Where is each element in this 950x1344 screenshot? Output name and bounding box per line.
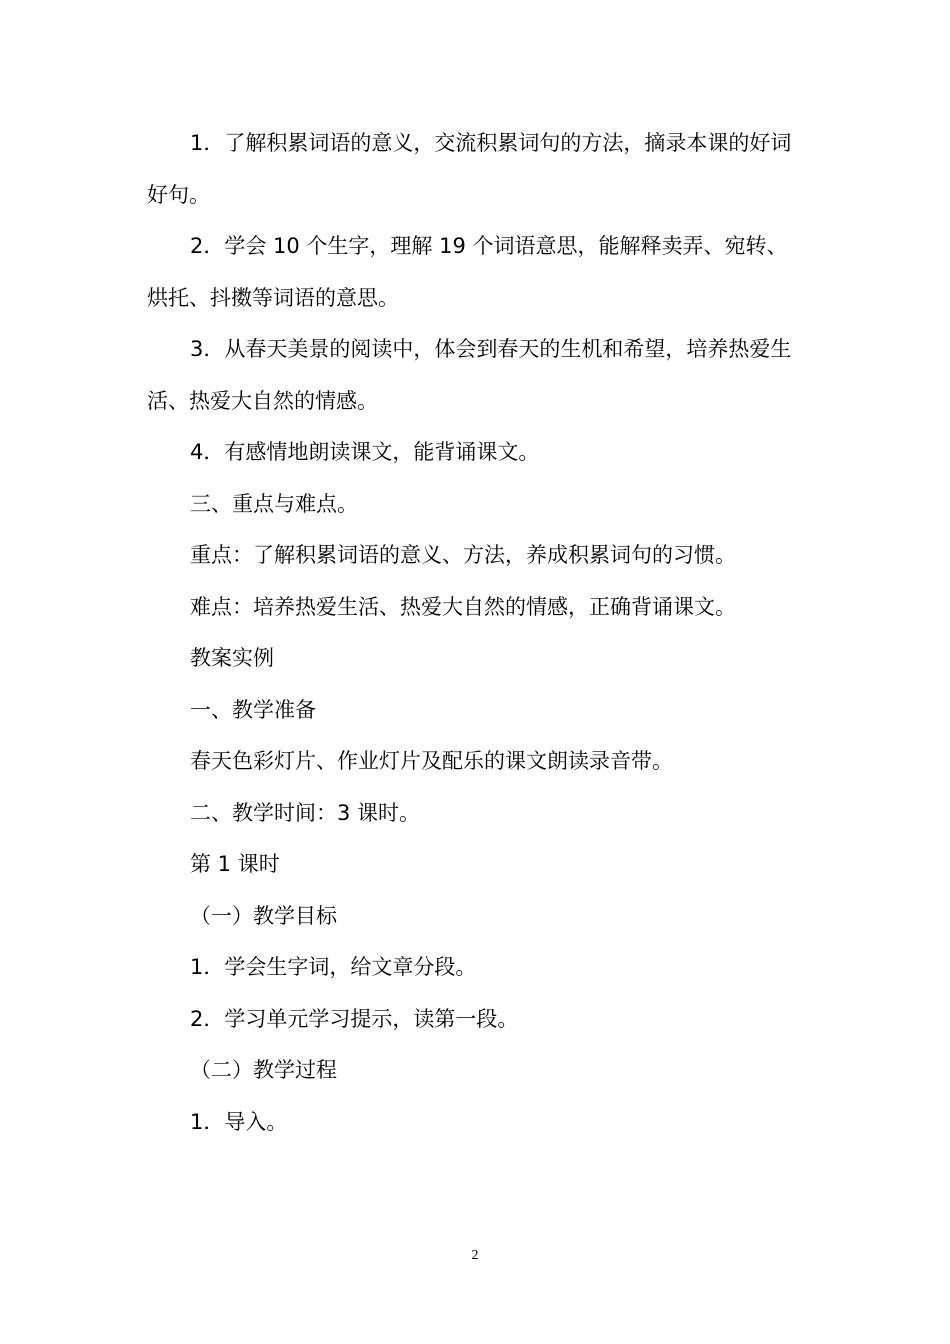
teaching-goal-1: 1．学会生字词，给文章分段。: [190, 955, 477, 979]
document-body: [147, 118, 807, 1148]
objective-1: 1．了解积累词语的意义，交流积累词句的方法，摘录本课的好词好句。: [147, 131, 792, 207]
teaching-preparation-text: 春天色彩灯片、作业灯片及配乐的课文朗读录音带。: [190, 749, 673, 773]
lesson-plan-example-heading: 教案实例: [190, 646, 274, 670]
teaching-preparation-heading: 一、教学准备: [190, 697, 316, 722]
teaching-time: 二、教学时间：3 课时。: [190, 800, 421, 825]
teaching-process-step-1: 1．导入。: [190, 1109, 288, 1134]
section-heading-key-points: 三、重点与难点。: [190, 491, 358, 516]
objective-3: 3．从春天美景的阅读中，体会到春天的生机和希望，培养热爱生活、热爱大自然的情感。: [147, 337, 792, 413]
teaching-goals-heading: （一）教学目标: [190, 903, 337, 928]
key-point: 重点：了解积累词语的意义、方法，养成积累词句的习惯。: [190, 543, 736, 567]
lesson-1-heading: 第 1 课时: [190, 852, 280, 876]
page-number: 2: [471, 1248, 479, 1263]
objective-2: 2．学会 10 个生字，理解 19 个词语意思，能解释卖弄、宛转、烘托、抖擞等词语的意思。: [147, 234, 788, 310]
objective-4: 4．有感情地朗读课文，能背诵课文。: [190, 440, 540, 464]
teaching-process-heading: （二）教学过程: [190, 1058, 337, 1082]
difficult-point: 难点：培养热爱生活、热爱大自然的情感，正确背诵课文。: [190, 594, 736, 619]
teaching-goal-2: 2．学习单元学习提示，读第一段。: [190, 1006, 519, 1031]
